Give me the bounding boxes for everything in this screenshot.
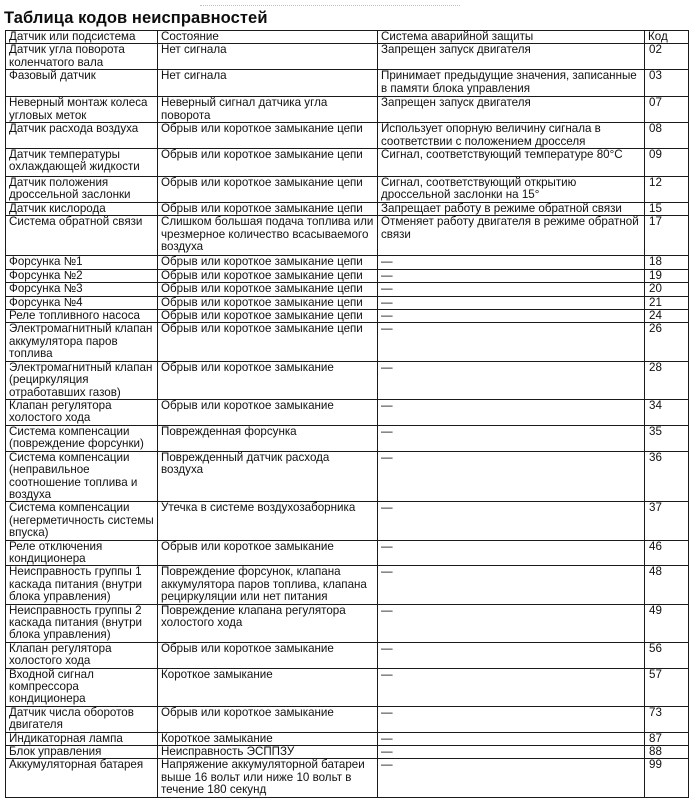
cell-sensor: Система компенсации (негерметичность системы впуска) [6, 502, 158, 540]
cell-code: 57 [645, 668, 689, 706]
cell-state: Обрыв или короткое замыкание [158, 540, 378, 566]
scan-artifact [200, 0, 460, 6]
cell-state: Слишком большая подача топлива или чрезмерное количество всасываемого воздуха [158, 216, 378, 256]
header-sensor: Датчик или подсистема [6, 31, 158, 44]
cell-code: 99 [645, 759, 689, 798]
cell-code: 26 [645, 323, 689, 361]
cell-sensor: Форсунка №1 [6, 256, 158, 269]
cell-code: 03 [645, 70, 689, 97]
table-row [6, 566, 689, 604]
cell-protection: — [378, 668, 645, 706]
cell-state: Короткое замыкание [158, 668, 378, 706]
table-row [6, 451, 689, 502]
cell-sensor: Система компенсации (повреждение форсунки) [6, 425, 158, 451]
cell-state: Обрыв или короткое замыкание цепи [158, 296, 378, 309]
cell-protection: — [378, 425, 645, 451]
cell-protection: — [378, 566, 645, 604]
table-row [6, 668, 689, 706]
table-row [6, 256, 689, 269]
table-row [6, 746, 689, 759]
cell-protection: — [378, 323, 645, 361]
cell-code: 87 [645, 732, 689, 745]
table-row [6, 540, 689, 566]
cell-code: 12 [645, 177, 689, 203]
cell-protection: — [378, 361, 645, 399]
cell-code: 37 [645, 502, 689, 540]
cell-sensor: Неисправность группы 1 каскада питания (внутри блока управления) [6, 566, 158, 604]
cell-protection: Принимает предыдущие значения, записанные в памяти блока управления [378, 70, 645, 97]
table-row [6, 216, 689, 256]
cell-sensor: Индикаторная лампа [6, 732, 158, 745]
cell-state: Утечка в системе воздухозаборника [158, 502, 378, 540]
table-row [6, 642, 689, 668]
table-row [6, 604, 689, 642]
cell-code: 73 [645, 706, 689, 732]
cell-code: 15 [645, 203, 689, 216]
cell-sensor: Датчик расхода воздуха [6, 123, 158, 149]
header-state: Состояние [158, 31, 378, 44]
cell-state: Короткое замыкание [158, 732, 378, 745]
cell-state: Обрыв или короткое замыкание цепи [158, 149, 378, 177]
cell-protection: — [378, 269, 645, 282]
table-row [6, 502, 689, 540]
cell-protection: Сигнал, соответствующий открытию дроссельной заслонки на 15° [378, 177, 645, 203]
cell-protection: — [378, 604, 645, 642]
cell-protection: — [378, 759, 645, 798]
table-row [6, 70, 689, 97]
cell-sensor: Форсунка №4 [6, 296, 158, 309]
cell-code: 35 [645, 425, 689, 451]
cell-code: 34 [645, 399, 689, 425]
table-row [6, 97, 689, 123]
cell-sensor: Система компенсации (неправильное соотношение топлива и воздуха [6, 451, 158, 502]
cell-state: Обрыв или короткое замыкание [158, 361, 378, 399]
table-row [6, 399, 689, 425]
fault-codes-table [5, 30, 689, 798]
cell-state: Неверный сигнал датчика угла поворота [158, 97, 378, 123]
cell-code: 18 [645, 256, 689, 269]
cell-protection: — [378, 732, 645, 745]
cell-code: 28 [645, 361, 689, 399]
cell-sensor: Клапан регулятора холостого хода [6, 642, 158, 668]
table-header-row [6, 31, 689, 44]
table-row [6, 425, 689, 451]
cell-protection: — [378, 502, 645, 540]
table-row [6, 44, 689, 70]
cell-protection: Запрещен запуск двигателя [378, 97, 645, 123]
cell-state: Обрыв или короткое замыкание цепи [158, 269, 378, 282]
cell-protection: Сигнал, соответствующий температуре 80°С [378, 149, 645, 177]
cell-sensor: Датчик положения дроссельной заслонки [6, 177, 158, 203]
cell-protection: Отменяет работу двигателя в режиме обратной связи [378, 216, 645, 256]
cell-sensor: Реле отключения кондиционера [6, 540, 158, 566]
header-code: Код [645, 31, 689, 44]
page-title: Таблица кодов неисправностей [4, 9, 268, 27]
table-row [6, 203, 689, 216]
cell-sensor: Электромагнитный клапан (рециркуляция отработавших газов) [6, 361, 158, 399]
cell-code: 48 [645, 566, 689, 604]
cell-sensor: Входной сигнал компрессора кондиционера [6, 668, 158, 706]
cell-code: 21 [645, 296, 689, 309]
cell-sensor: Датчик угла поворота коленчатого вала [6, 44, 158, 70]
cell-state: Напряжение аккумуляторной батареи выше 16 вольт или ниже 10 вольт в течение 180 секунд [158, 759, 378, 798]
header-protection: Система аварийной защиты [378, 31, 645, 44]
cell-protection: — [378, 451, 645, 502]
table-row [6, 759, 689, 798]
cell-state: Обрыв или короткое замыкание цепи [158, 283, 378, 296]
table-row [6, 283, 689, 296]
cell-protection: Использует опорную величину сигнала в соответствии с положением дросселя [378, 123, 645, 149]
cell-sensor: Клапан регулятора холостого хода [6, 399, 158, 425]
cell-protection: — [378, 540, 645, 566]
cell-sensor: Форсунка №3 [6, 283, 158, 296]
cell-sensor: Неверный монтаж колеса угловых меток [6, 97, 158, 123]
cell-state: Обрыв или короткое замыкание цепи [158, 203, 378, 216]
cell-state: Обрыв или короткое замыкание цепи [158, 310, 378, 323]
table-row [6, 323, 689, 361]
cell-protection: Запрещен запуск двигателя [378, 44, 645, 70]
cell-code: 36 [645, 451, 689, 502]
cell-code: 17 [645, 216, 689, 256]
cell-sensor: Фазовый датчик [6, 70, 158, 97]
cell-state: Обрыв или короткое замыкание [158, 399, 378, 425]
cell-sensor: Аккумуляторная батарея [6, 759, 158, 798]
cell-code: 08 [645, 123, 689, 149]
cell-code: 56 [645, 642, 689, 668]
cell-state: Поврежденный датчик расхода воздуха [158, 451, 378, 502]
table-row [6, 732, 689, 745]
cell-protection: Запрещает работу в режиме обратной связи [378, 203, 645, 216]
cell-sensor: Блок управления [6, 746, 158, 759]
cell-sensor: Система обратной связи [6, 216, 158, 256]
cell-protection: — [378, 746, 645, 759]
cell-state: Повреждение клапана регулятора холостого хода [158, 604, 378, 642]
table-row [6, 361, 689, 399]
cell-protection: — [378, 296, 645, 309]
cell-code: 19 [645, 269, 689, 282]
cell-sensor: Датчик числа оборотов двигателя [6, 706, 158, 732]
cell-sensor: Датчик температуры охлаждающей жидкости [6, 149, 158, 177]
cell-protection: — [378, 310, 645, 323]
cell-protection: — [378, 283, 645, 296]
table-row [6, 706, 689, 732]
table-body [6, 44, 689, 798]
table-row [6, 177, 689, 203]
table-row [6, 296, 689, 309]
cell-state: Обрыв или короткое замыкание цепи [158, 323, 378, 361]
cell-protection: — [378, 642, 645, 668]
cell-code: 02 [645, 44, 689, 70]
cell-code: 09 [645, 149, 689, 177]
cell-sensor: Реле топливного насоса [6, 310, 158, 323]
cell-code: 07 [645, 97, 689, 123]
cell-code: 88 [645, 746, 689, 759]
cell-code: 46 [645, 540, 689, 566]
cell-sensor: Форсунка №2 [6, 269, 158, 282]
cell-code: 24 [645, 310, 689, 323]
cell-sensor: Электромагнитный клапан аккумулятора паров топлива [6, 323, 158, 361]
cell-state: Повреждение форсунок, клапана аккумулятора паров топлива, клапана рециркуляции или нет питания [158, 566, 378, 604]
table-row [6, 149, 689, 177]
table-row [6, 310, 689, 323]
cell-state: Обрыв или короткое замыкание [158, 642, 378, 668]
cell-sensor: Датчик кислорода [6, 203, 158, 216]
cell-protection: — [378, 706, 645, 732]
cell-code: 20 [645, 283, 689, 296]
table-row [6, 269, 689, 282]
cell-sensor: Неисправность группы 2 каскада питания (внутри блока управления) [6, 604, 158, 642]
cell-protection: — [378, 256, 645, 269]
cell-state: Поврежденная форсунка [158, 425, 378, 451]
cell-state: Обрыв или короткое замыкание цепи [158, 256, 378, 269]
cell-code: 49 [645, 604, 689, 642]
cell-state: Неисправность ЭСППЗУ [158, 746, 378, 759]
cell-state: Нет сигнала [158, 44, 378, 70]
table-row [6, 123, 689, 149]
cell-state: Обрыв или короткое замыкание цепи [158, 123, 378, 149]
cell-state: Нет сигнала [158, 70, 378, 97]
cell-protection: — [378, 399, 645, 425]
cell-state: Обрыв или короткое замыкание [158, 706, 378, 732]
cell-state: Обрыв или короткое замыкание цепи [158, 177, 378, 203]
